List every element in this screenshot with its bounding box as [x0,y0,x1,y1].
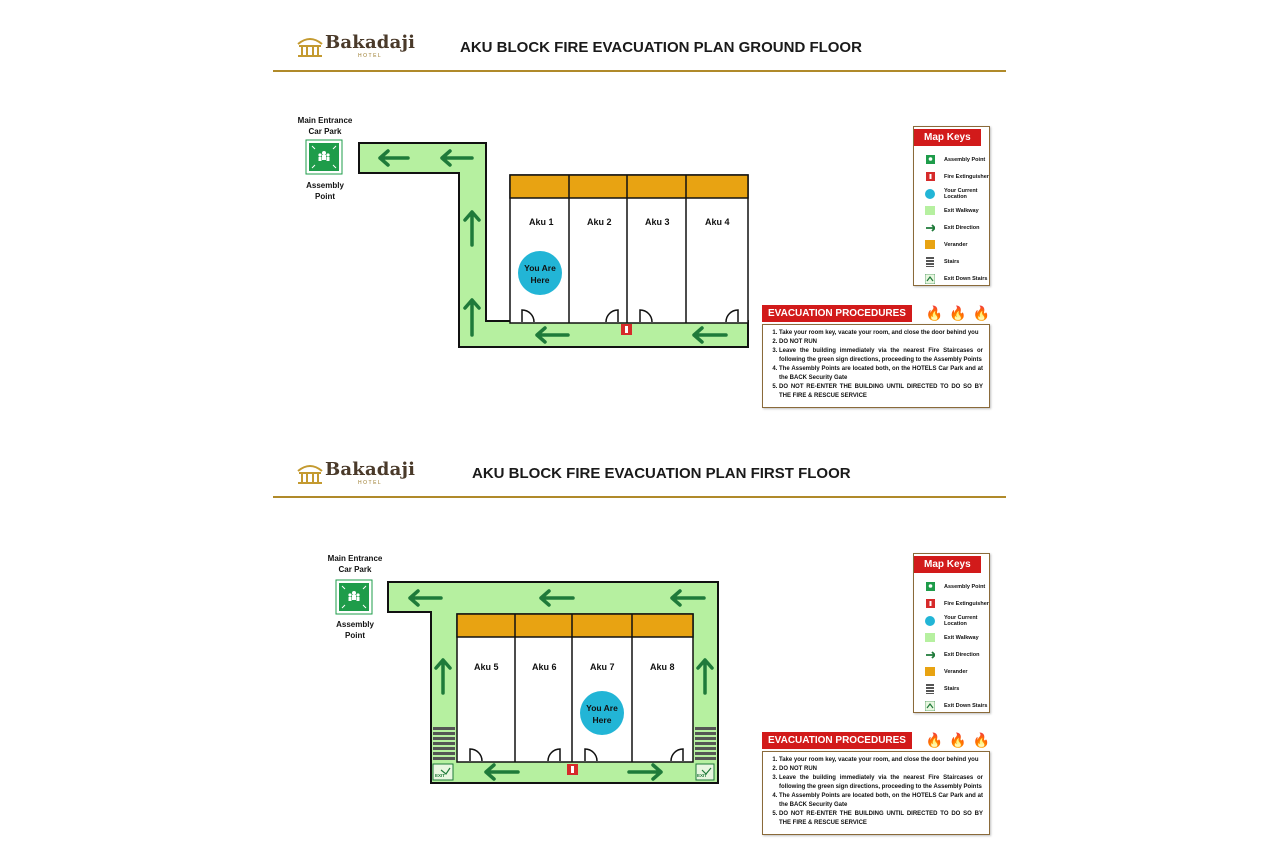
flame-icon: 🔥 [972,732,990,748]
logo-sub: HOTEL [358,480,383,486]
plan-title-first: AKU BLOCK FIRE EVACUATION PLAN FIRST FLOOR [472,465,851,482]
room-label: Aku 4 [705,217,730,227]
room-label: Aku 2 [587,217,612,227]
first-verander [457,614,693,637]
logo-name: Bakadaji [325,459,416,480]
room-label: Aku 8 [650,662,675,672]
current-location-icon [925,616,935,626]
flame-icon: 🔥 [949,305,967,321]
ground-assembly-label-top: Main Entrance Car Park [297,116,353,136]
flame-icon: 🔥 [925,732,944,748]
evacuation-step: 4. The Assembly Points are located both, on the HOTELS Car Park and at the BACK Security Gate [779,792,983,810]
stairs-icon [925,684,935,694]
key-exit-walkway: Exit Walkway [914,629,989,646]
key-fire-extinguisher: Fire Extinguisher [914,168,989,185]
room-label: Aku 6 [532,662,557,672]
map-keys-panel [913,553,990,713]
map-keys-title: Map Keys [914,556,981,573]
exit-down-stairs-icon [925,701,935,711]
key-current-location: Your Current Location [914,612,989,629]
evacuation-title: EVACUATION PROCEDURES [762,732,912,749]
room-label: Aku 3 [645,217,670,227]
evacuation-step: 5. DO NOT RE-ENTER THE BUILDING UNTIL DIRECTED TO DO SO BY THE FIRE & RESCUE SERVICE [779,383,983,401]
first-assembly-label-bottom: Assembly Point [336,620,374,640]
evacuation-step: 5. DO NOT RE-ENTER THE BUILDING UNTIL DIRECTED TO DO SO BY THE FIRE & RESCUE SERVICE [779,810,983,828]
key-stairs: Stairs [914,680,989,697]
evacuation-step: 3. Leave the building immediately via the nearest Fire Staircases or following the green sign directions, proceeding to the Assembly Points [779,774,983,792]
flame-icon: 🔥 [972,305,990,321]
evacuation-step: 4. The Assembly Points are located both, on the HOTELS Car Park and at the BACK Security Gate [779,365,983,383]
room-label: Aku 7 [590,662,615,672]
evacuation-title: EVACUATION PROCEDURES [762,305,912,322]
key-exit-direction: Exit Direction [914,646,989,663]
key-fire-extinguisher: Fire Extinguisher [914,595,989,612]
map-keys-title: Map Keys [914,129,981,146]
fire-extinguisher-icon [925,599,935,609]
ground-assembly-label-bottom: Assembly Point [306,181,344,201]
key-stairs: Stairs [914,253,989,270]
key-current-location: Your Current Location [914,185,989,202]
key-assembly-point: Assembly Point [914,578,989,595]
room-label: Aku 5 [474,662,499,672]
evacuation-step: 1. Take your room key, vacate your room, and close the door behind you [779,756,983,765]
assembly-point-icon [925,582,935,592]
first-assembly-label-top: Main Entrance Car Park [327,554,383,574]
flame-icon: 🔥 [925,305,944,321]
flame-icon: 🔥 [949,732,967,748]
evacuation-step: 1. Take your room key, vacate your room, and close the door behind you [779,329,983,338]
first-you-are-here-label: You Are Here [586,703,618,725]
key-exit-down-stairs: Exit Down Stairs [914,697,989,714]
exit-direction-arrow-icon [925,650,935,660]
logo-name: Bakadaji [325,32,416,53]
ground-you-are-here-label: You Are Here [524,263,556,285]
exit-walkway-icon [925,633,935,643]
evacuation-procedures [762,751,990,835]
key-exit-walkway: Exit Walkway [914,202,989,219]
verander-icon [925,667,935,677]
key-verander: Verander [914,236,989,253]
room-label: Aku 1 [529,217,554,227]
plan-title-ground: AKU BLOCK FIRE EVACUATION PLAN GROUND FLOOR [460,39,862,56]
evacuation-header [762,732,990,749]
exit-tag-left: EXIT [435,773,446,778]
evacuation-step: 3. Leave the building immediately via the nearest Fire Staircases or following the green sign directions, proceeding to the Assembly Points [779,347,983,365]
key-exit-direction: Exit Direction [914,219,989,236]
flame-icons [926,732,990,749]
evacuation-step: 2. DO NOT RUN [779,338,983,347]
key-exit-down-stairs: Exit Down Stairs [914,270,989,287]
evacuation-step: 2. DO NOT RUN [779,765,983,774]
key-verander: Verander [914,663,989,680]
logo-sub: HOTEL [358,53,383,59]
exit-tag-right: EXIT [697,773,708,778]
key-assembly-point: Assembly Point [914,151,989,168]
